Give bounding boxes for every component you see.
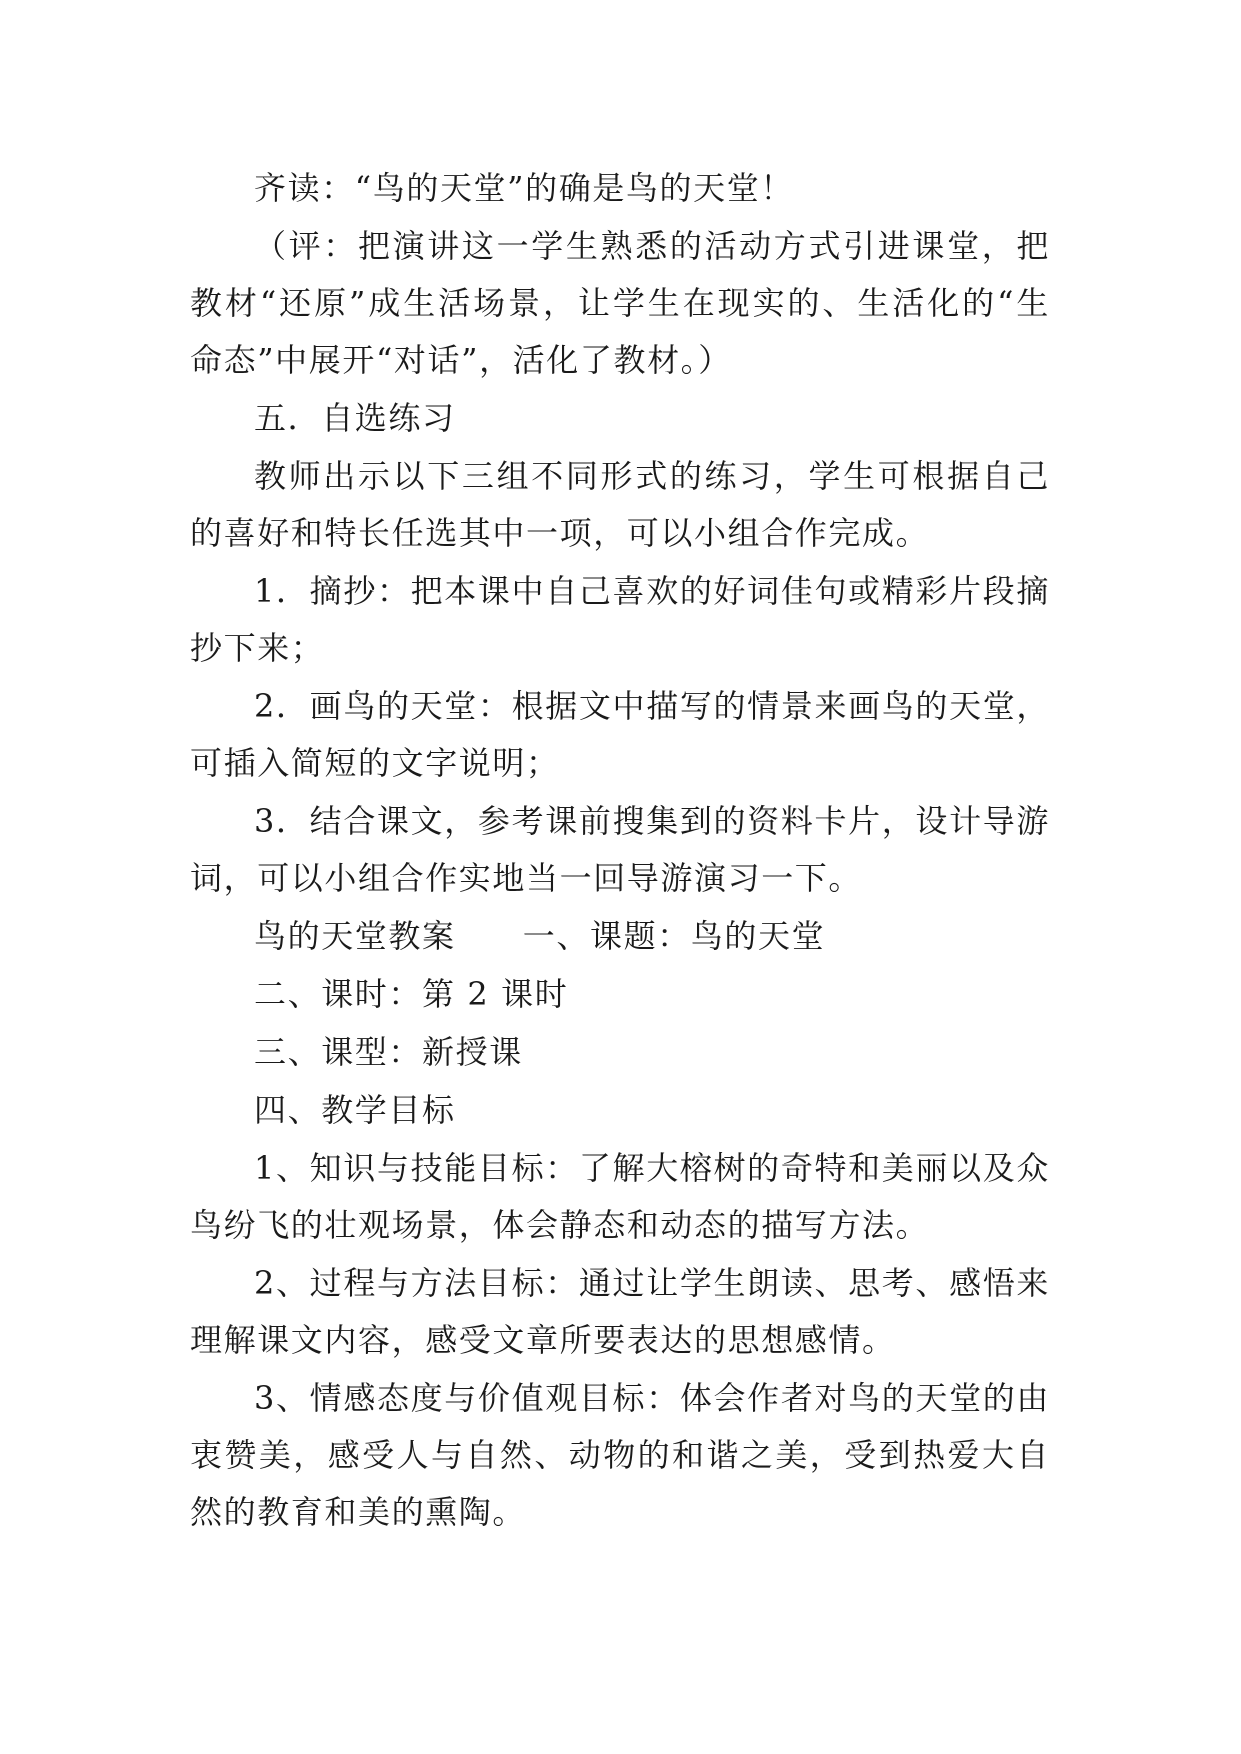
list-item: 2、过程与方法目标：通过让学生朗读、思考、感悟来理解课文内容，感受文章所要表达的思想感情。 [190, 1264, 1050, 1359]
section-heading: 四、教学目标 [254, 1091, 456, 1129]
paragraph: 齐读：“鸟的天堂”的确是鸟的天堂！ [254, 169, 794, 207]
section-heading: 三、课型：新授课 [254, 1033, 523, 1071]
section-heading: 五．自选练习 [254, 399, 456, 437]
section-heading: 二、课时：第 2 课时 [254, 975, 569, 1013]
list-item: 3．结合课文，参考课前搜集到的资料卡片，设计导游词，可以小组合作实地当一回导游演习一下。 [190, 802, 1050, 897]
section-heading: 鸟的天堂教案 一、课题：鸟的天堂 [254, 917, 826, 955]
list-item: 1．摘抄：把本课中自己喜欢的好词佳句或精彩片段摘抄下来； [190, 572, 1050, 667]
document-body [190, 160, 1050, 1542]
paragraph: 教师出示以下三组不同形式的练习，学生可根据自己的喜好和特长任选其中一项，可以小组合作完成。 [190, 457, 1050, 552]
paragraph: （评：把演讲这一学生熟悉的活动方式引进课堂，把教材“还原”成生活场景，让学生在现实的、生活化的“生命态”中展开“对话”，活化了教材。） [190, 227, 1050, 379]
list-item: 1、知识与技能目标：了解大榕树的奇特和美丽以及众鸟纷飞的壮观场景，体会静态和动态的描写方法。 [190, 1149, 1050, 1244]
list-item: 3、情感态度与价值观目标：体会作者对鸟的天堂的由衷赞美，感受人与自然、动物的和谐之美，受到热爱大自然的教育和美的熏陶。 [190, 1379, 1050, 1531]
list-item: 2．画鸟的天堂：根据文中描写的情景来画鸟的天堂，可插入简短的文字说明； [190, 687, 1050, 782]
